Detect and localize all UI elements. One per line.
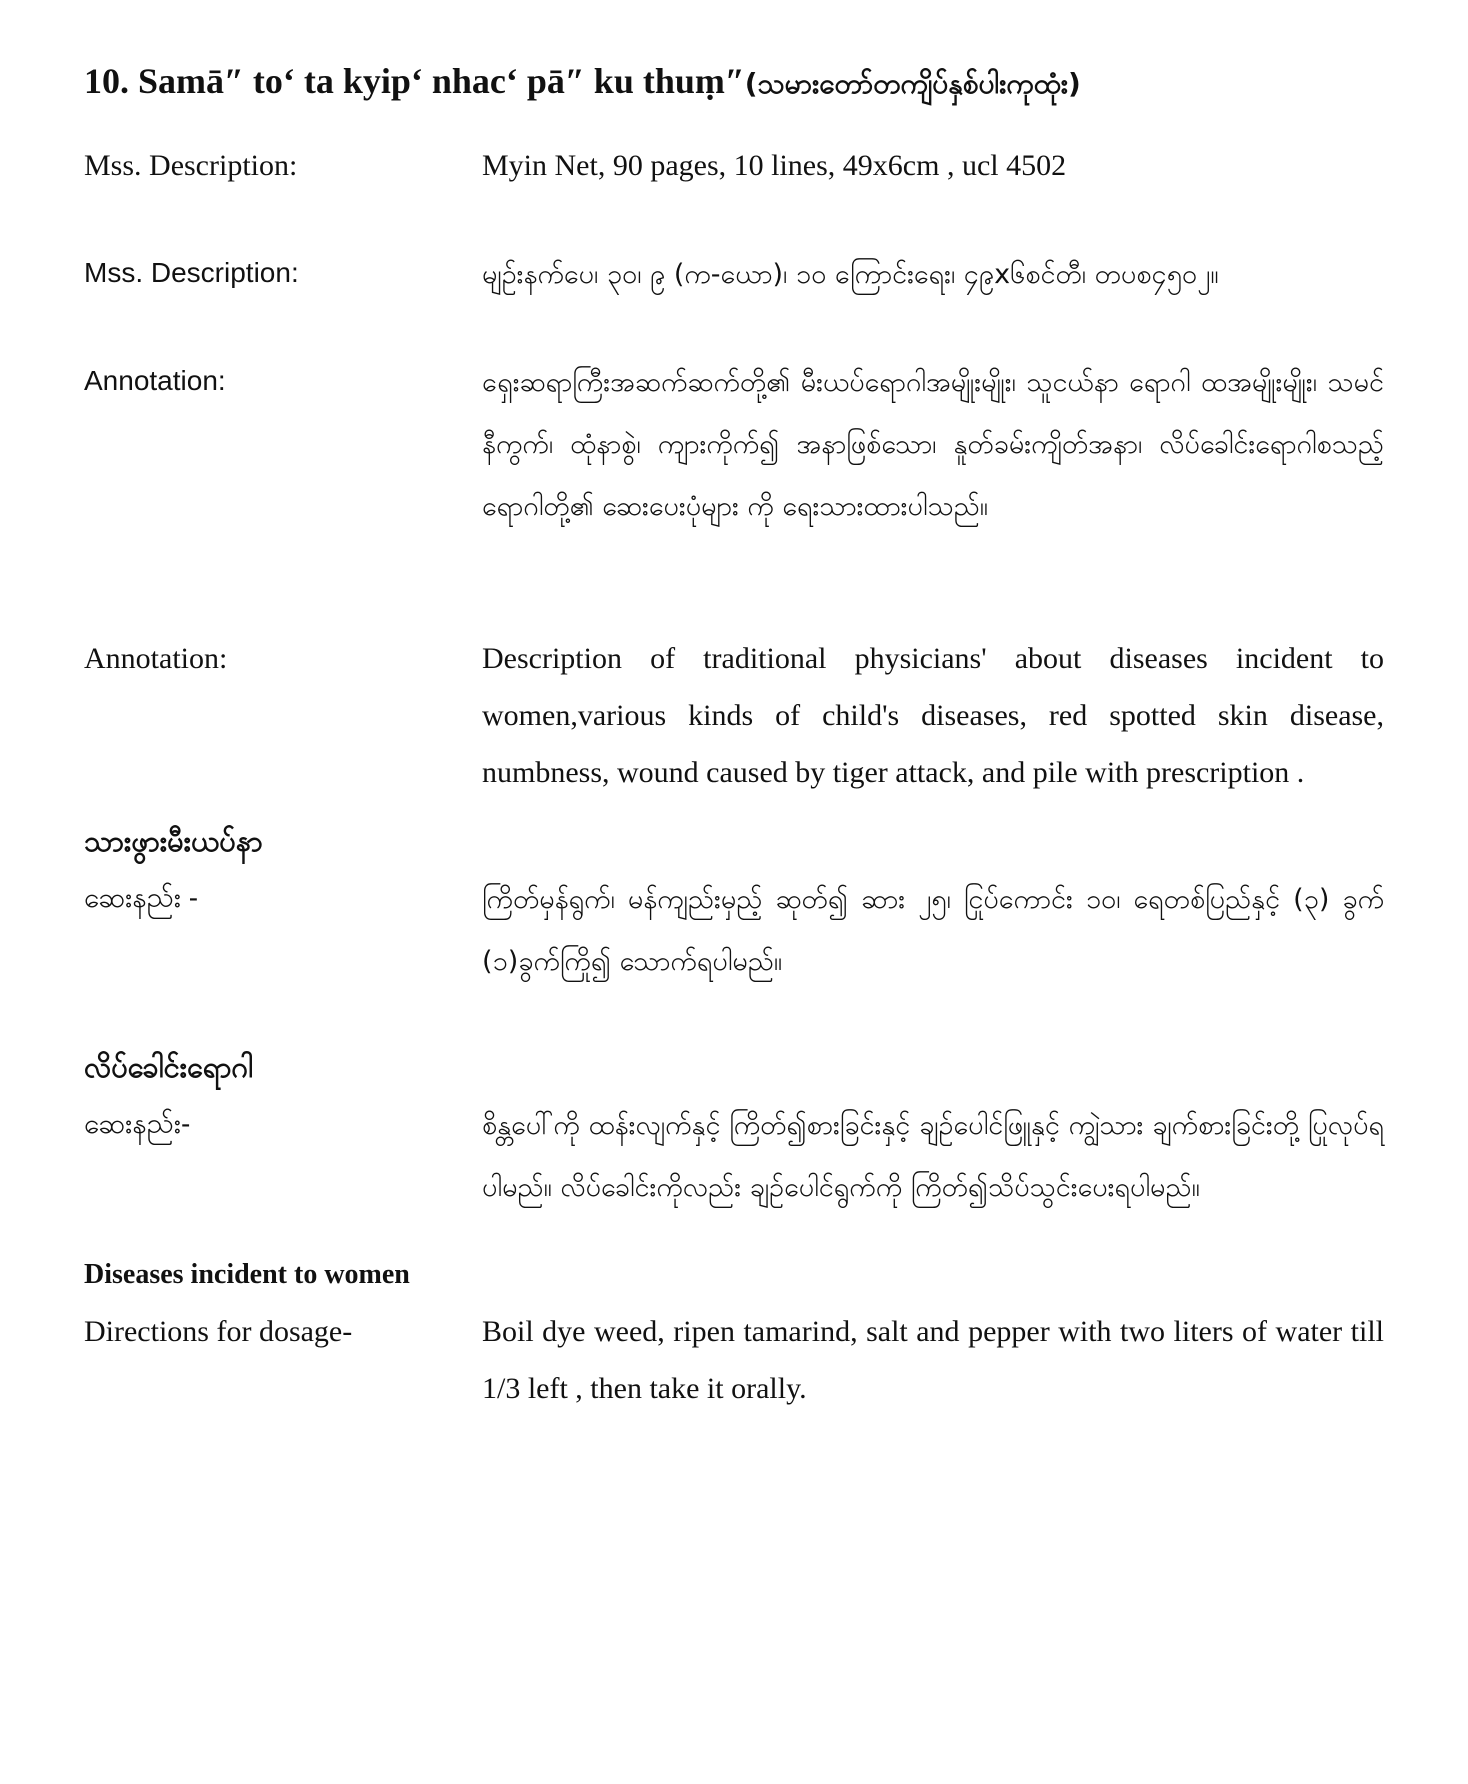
field-value: Boil dye weed, ripen tamarind, salt and pepper with two liters of water till 1/3 left , then take it orally. [482, 1315, 1384, 1405]
field-value: Description of traditional physicians' about diseases incident to women,various kinds of child's diseases, red spotted skin disease, numbness, wound caused by tiger attack, and pile with prescription . [482, 642, 1384, 789]
section-row-pile [84, 1095, 1384, 1219]
field-label: ဆေးနည်း - [84, 882, 199, 913]
section-heading-women: Diseases incident to women [84, 1259, 410, 1290]
section-heading-pile: လိပ်ခေါင်းရောဂါ [84, 1050, 254, 1084]
title-myanmar: (သမားတော်တကျိပ်နှစ်ပါးကုထုံး) [744, 67, 1081, 100]
field-value: မျဉ်းနက်ပေ၊ ၃၀၊ ၉ (က-ယော)၊ ၁၀ ကြောင်းရေး၊ ၄၉x၆စင်တီ၊ တပစ၄၅၀၂။ [482, 259, 1219, 290]
field-value: ကြိတ်မှန်ရွက်၊ မန်ကျည်းမှည့် ဆုတ်၍ ဆား ၂၅၊ ငြုပ်ကောင်း ၁၀၊ ရေတစ်ပြည်နှင့် (၃) ခွက် (၁)ခွက်ကြို၍ သောက်ရပါမည်။ [482, 884, 1384, 977]
field-value: ရှေးဆရာကြီးအဆက်ဆက်တို့၏ မီးယပ်ရောဂါအမျိုးမျိုး၊ သူငယ်နာ ရောဂါ ထအမျိုးမျိုး၊ သမင်နီကွက်၊ ထုံနာစွဲ၊ ကျားကိုက်၍ အနာဖြစ်သော၊ နူတ်ခမ်းကျိတ်အနာ၊ လိပ်ခေါင်းရောဂါစသည့်ရောဂါတို့၏ ဆေးပေးပုံများ ကို ရေးသားထားပါသည်။ [482, 367, 1384, 522]
annotation-row-my [84, 352, 1384, 538]
field-label: Annotation: [84, 365, 226, 396]
section-row-women [84, 1303, 1384, 1417]
field-value: စိန္တပေါ်ကို ထန်းလျက်နှင့် ကြိတ်၍စားခြင်းနှင့် ချဉ်ပေါင်ဖြူနှင့် ကျွဲသား ချက်စားခြင်းတို့ ပြုလုပ်ရပါမည်။ လိပ်ခေါင်းကိုလည်း ချဉ်ပေါင်ရွက်ကို ကြိတ်၍သိပ်သွင်းပေးရပါမည်။ [482, 1110, 1384, 1203]
page-title [84, 54, 1384, 111]
title-romanized: 10. Samā″ to‘ ta kyip‘ nhac‘ pā″ ku thuṃ″ [84, 61, 745, 101]
field-label: ဆေးနည်း- [84, 1108, 191, 1139]
document-page [84, 54, 1384, 1417]
field-value: Myin Net, 90 pages, 10 lines, 49x6cm , ucl 4502 [482, 149, 1067, 182]
section-row-postpartum [84, 869, 1384, 993]
field-label: Directions for dosage- [84, 1315, 353, 1348]
field-label: Mss. Description: [84, 149, 298, 182]
annotation-row-en [84, 630, 1384, 801]
mss-description-row-my [84, 244, 1384, 306]
field-label: Mss. Description: [84, 257, 299, 288]
field-label: Annotation: [84, 642, 228, 675]
mss-description-row-en [84, 137, 1384, 194]
section-heading-postpartum: သားဖွားမီးယပ်နာ [84, 824, 263, 858]
